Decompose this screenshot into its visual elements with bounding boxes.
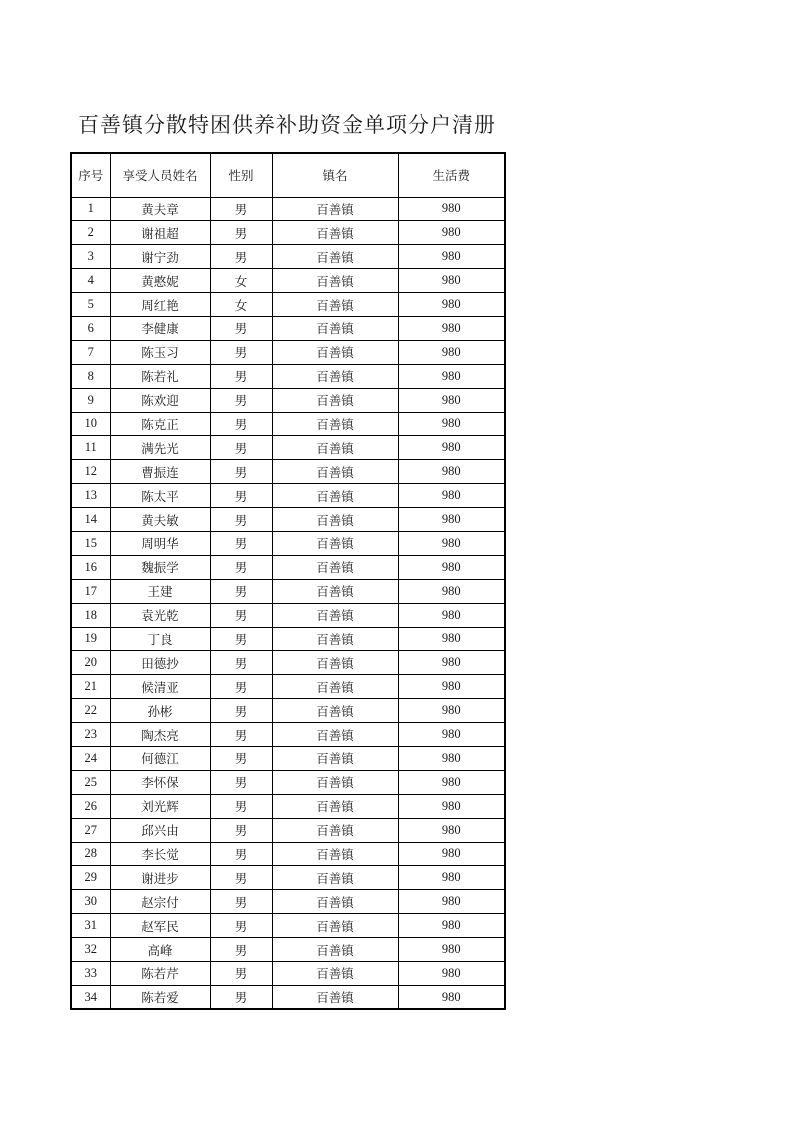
cell-gender: 男 [210,364,272,388]
cell-no: 26 [71,794,110,818]
table-row [71,627,505,651]
cell-no: 27 [71,818,110,842]
cell-gender: 男 [210,651,272,675]
roster-table [70,152,506,1010]
cell-allowance: 980 [398,316,505,340]
cell-no: 17 [71,579,110,603]
cell-allowance: 980 [398,627,505,651]
cell-no: 16 [71,555,110,579]
cell-no: 8 [71,364,110,388]
cell-allowance: 980 [398,651,505,675]
cell-name: 孙彬 [110,699,210,723]
table-row [71,436,505,460]
cell-allowance: 980 [398,723,505,747]
table-row [71,484,505,508]
cell-town: 百善镇 [272,651,398,675]
table-row [71,388,505,412]
table-row [71,340,505,364]
cell-no: 20 [71,651,110,675]
cell-allowance: 980 [398,842,505,866]
cell-gender: 男 [210,221,272,245]
table-row [71,985,505,1009]
table-row [71,938,505,962]
table-row [71,890,505,914]
cell-no: 10 [71,412,110,436]
cell-town: 百善镇 [272,364,398,388]
cell-name: 高峰 [110,938,210,962]
cell-gender: 男 [210,985,272,1009]
cell-gender: 男 [210,627,272,651]
cell-name: 邱兴由 [110,818,210,842]
cell-town: 百善镇 [272,794,398,818]
cell-allowance: 980 [398,221,505,245]
cell-no: 32 [71,938,110,962]
cell-allowance: 980 [398,962,505,986]
cell-no: 31 [71,914,110,938]
cell-gender: 女 [210,269,272,293]
cell-name: 谢宁劲 [110,245,210,269]
table-row [71,508,505,532]
cell-allowance: 980 [398,794,505,818]
cell-gender: 男 [210,770,272,794]
cell-no: 34 [71,985,110,1009]
cell-name: 田德抄 [110,651,210,675]
cell-name: 陈欢迎 [110,388,210,412]
cell-gender: 男 [210,699,272,723]
cell-name: 李长觉 [110,842,210,866]
cell-name: 黄夫章 [110,197,210,221]
cell-allowance: 980 [398,245,505,269]
cell-town: 百善镇 [272,866,398,890]
cell-no: 11 [71,436,110,460]
cell-name: 刘光辉 [110,794,210,818]
table-row [71,603,505,627]
cell-town: 百善镇 [272,699,398,723]
cell-gender: 男 [210,197,272,221]
table-row [71,962,505,986]
cell-town: 百善镇 [272,221,398,245]
table-row [71,699,505,723]
cell-allowance: 980 [398,938,505,962]
cell-gender: 男 [210,914,272,938]
cell-no: 19 [71,627,110,651]
cell-gender: 男 [210,412,272,436]
column-header-0: 序号 [71,153,110,197]
cell-no: 24 [71,746,110,770]
cell-gender: 男 [210,245,272,269]
cell-gender: 男 [210,890,272,914]
cell-no: 13 [71,484,110,508]
cell-town: 百善镇 [272,293,398,317]
table-row [71,579,505,603]
cell-name: 何德江 [110,746,210,770]
cell-town: 百善镇 [272,627,398,651]
cell-no: 15 [71,531,110,555]
table-row [71,746,505,770]
table-row [71,412,505,436]
cell-town: 百善镇 [272,484,398,508]
cell-name: 陈太平 [110,484,210,508]
cell-name: 谢祖超 [110,221,210,245]
cell-town: 百善镇 [272,412,398,436]
cell-allowance: 980 [398,460,505,484]
cell-no: 7 [71,340,110,364]
cell-name: 李健康 [110,316,210,340]
cell-town: 百善镇 [272,603,398,627]
cell-town: 百善镇 [272,723,398,747]
cell-no: 22 [71,699,110,723]
cell-no: 29 [71,866,110,890]
cell-town: 百善镇 [272,436,398,460]
cell-no: 9 [71,388,110,412]
cell-allowance: 980 [398,555,505,579]
cell-no: 21 [71,675,110,699]
column-header-1: 享受人员姓名 [110,153,210,197]
table-row [71,460,505,484]
table-row [71,842,505,866]
cell-no: 25 [71,770,110,794]
cell-allowance: 980 [398,914,505,938]
cell-allowance: 980 [398,412,505,436]
cell-allowance: 980 [398,770,505,794]
cell-name: 赵宗付 [110,890,210,914]
column-header-4: 生活费 [398,153,505,197]
cell-allowance: 980 [398,388,505,412]
cell-town: 百善镇 [272,245,398,269]
cell-gender: 男 [210,723,272,747]
cell-allowance: 980 [398,197,505,221]
cell-allowance: 980 [398,866,505,890]
cell-town: 百善镇 [272,914,398,938]
cell-no: 4 [71,269,110,293]
cell-no: 23 [71,723,110,747]
cell-town: 百善镇 [272,675,398,699]
cell-name: 陈若礼 [110,364,210,388]
table-row [71,245,505,269]
cell-name: 陈玉习 [110,340,210,364]
cell-name: 赵军民 [110,914,210,938]
table-row [71,555,505,579]
cell-allowance: 980 [398,675,505,699]
table-row [71,316,505,340]
table-body [71,197,505,1009]
table-row [71,770,505,794]
cell-name: 王建 [110,579,210,603]
cell-town: 百善镇 [272,818,398,842]
cell-town: 百善镇 [272,388,398,412]
cell-town: 百善镇 [272,555,398,579]
page-title: 百善镇分散特困供养补助资金单项分户清册 [78,113,496,137]
cell-no: 6 [71,316,110,340]
table-row [71,364,505,388]
cell-gender: 男 [210,579,272,603]
cell-allowance: 980 [398,293,505,317]
cell-no: 1 [71,197,110,221]
cell-gender: 男 [210,842,272,866]
cell-gender: 男 [210,531,272,555]
cell-town: 百善镇 [272,746,398,770]
cell-name: 候清亚 [110,675,210,699]
table-row [71,651,505,675]
cell-town: 百善镇 [272,269,398,293]
cell-name: 谢进步 [110,866,210,890]
cell-gender: 男 [210,316,272,340]
cell-town: 百善镇 [272,197,398,221]
cell-gender: 男 [210,555,272,579]
cell-town: 百善镇 [272,985,398,1009]
cell-town: 百善镇 [272,316,398,340]
table-row [71,675,505,699]
cell-allowance: 980 [398,531,505,555]
cell-no: 5 [71,293,110,317]
cell-town: 百善镇 [272,938,398,962]
cell-name: 魏振学 [110,555,210,579]
cell-town: 百善镇 [272,531,398,555]
cell-gender: 男 [210,962,272,986]
cell-gender: 男 [210,938,272,962]
cell-no: 33 [71,962,110,986]
table-header-row [71,153,505,197]
cell-gender: 男 [210,460,272,484]
cell-gender: 男 [210,746,272,770]
table-row [71,221,505,245]
table-row [71,723,505,747]
cell-gender: 男 [210,603,272,627]
cell-name: 李怀保 [110,770,210,794]
cell-gender: 男 [210,866,272,890]
cell-town: 百善镇 [272,579,398,603]
cell-gender: 男 [210,508,272,532]
column-header-2: 性别 [210,153,272,197]
column-header-3: 镇名 [272,153,398,197]
cell-no: 3 [71,245,110,269]
table-row [71,914,505,938]
cell-allowance: 980 [398,818,505,842]
cell-name: 黄夫敏 [110,508,210,532]
cell-name: 周红艳 [110,293,210,317]
cell-allowance: 980 [398,364,505,388]
cell-town: 百善镇 [272,842,398,866]
cell-gender: 男 [210,388,272,412]
cell-allowance: 980 [398,269,505,293]
cell-allowance: 980 [398,579,505,603]
cell-name: 陈若芹 [110,962,210,986]
cell-allowance: 980 [398,985,505,1009]
cell-gender: 男 [210,794,272,818]
cell-name: 曹振连 [110,460,210,484]
cell-town: 百善镇 [272,460,398,484]
cell-gender: 男 [210,340,272,364]
table-row [71,293,505,317]
table-row [71,818,505,842]
cell-town: 百善镇 [272,508,398,532]
cell-town: 百善镇 [272,962,398,986]
cell-allowance: 980 [398,484,505,508]
cell-allowance: 980 [398,890,505,914]
table-row [71,269,505,293]
cell-gender: 男 [210,484,272,508]
cell-allowance: 980 [398,699,505,723]
cell-name: 周明华 [110,531,210,555]
cell-name: 黄憨妮 [110,269,210,293]
cell-no: 2 [71,221,110,245]
cell-gender: 男 [210,818,272,842]
table-row [71,531,505,555]
cell-allowance: 980 [398,746,505,770]
cell-gender: 男 [210,675,272,699]
cell-allowance: 980 [398,603,505,627]
cell-name: 陈若爱 [110,985,210,1009]
cell-town: 百善镇 [272,890,398,914]
cell-name: 袁光乾 [110,603,210,627]
cell-gender: 女 [210,293,272,317]
cell-no: 18 [71,603,110,627]
cell-no: 14 [71,508,110,532]
cell-name: 陈克正 [110,412,210,436]
cell-no: 30 [71,890,110,914]
cell-name: 丁良 [110,627,210,651]
cell-no: 28 [71,842,110,866]
cell-town: 百善镇 [272,770,398,794]
cell-allowance: 980 [398,436,505,460]
cell-no: 12 [71,460,110,484]
cell-gender: 男 [210,436,272,460]
cell-allowance: 980 [398,340,505,364]
table-row [71,794,505,818]
cell-allowance: 980 [398,508,505,532]
cell-name: 满先光 [110,436,210,460]
cell-town: 百善镇 [272,340,398,364]
cell-name: 陶杰亮 [110,723,210,747]
table-row [71,197,505,221]
table-row [71,866,505,890]
